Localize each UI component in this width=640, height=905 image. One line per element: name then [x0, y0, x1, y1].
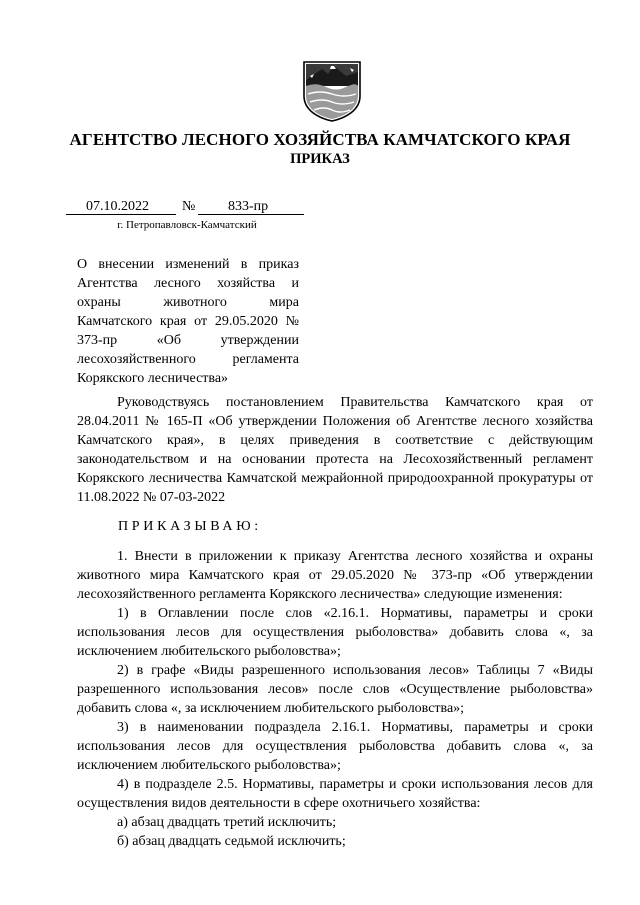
order-word: ПРИКАЗЫВАЮ: — [118, 519, 262, 534]
body-paragraph: 4) в подразделе 2.5. Нормативы, параметры и сроки использования лесов для осуществления видов деятельности в сфере охотничьего хозяйства: — [77, 777, 593, 811]
order-body — [77, 547, 593, 851]
preamble: Руководствуясь постановлением Правительства Камчатского края от 28.04.2011 № 165-П «Об утверждении Положения об Агентстве лесного хозяйства Камчатского края», в целях приведения в соответствие с действующим законодательством и на основании протеста на Лесохозяйственный регламент Корякского лесничества Камчатской межрайонной природоохранной прокуратуры от 11.08.2022 № 07-03-2022 — [77, 395, 593, 505]
body-paragraph: а) абзац двадцать третий исключить; — [117, 815, 337, 830]
document-type: ПРИКАЗ — [290, 151, 350, 167]
body-paragraph: 1. Внести в приложении к приказу Агентства лесного хозяйства и охраны животного мира Камчатского края от 29.05.2020 № 373-пр «Об утверждении лесохозяйственного регламента Корякского лесничества» следующие изменения: — [77, 549, 593, 602]
order-date: 07.10.2022 — [86, 199, 149, 214]
body-paragraph: 3) в наименовании подраздела 2.16.1. Нормативы, параметры и сроки использования лесов для осуществления рыболовства добавить слова «, за исключением любительского рыболовства»; — [77, 720, 593, 773]
agency-title: АГЕНТСТВО ЛЕСНОГО ХОЗЯЙСТВА КАМЧАТСКОГО КРАЯ — [69, 130, 571, 149]
kamchatka-emblem-icon — [300, 60, 364, 122]
order-number: 833-пр — [228, 199, 269, 214]
body-paragraph: б) абзац двадцать седьмой исключить; — [117, 834, 346, 849]
number-sign: № — [182, 199, 196, 214]
body-paragraph: 2) в графе «Виды разрешенного использования лесов» Таблицы 7 «Виды разрешенного использования лесов» после слов «Осуществление рыболовства» добавить слова «, за исключением любительского рыболовства»; — [77, 663, 593, 716]
order-subject: О внесении изменений в приказ Агентства лесного хозяйства и охраны животного мира Камчатского края от 29.05.2020 № 373-пр «Об утверждении лесохозяйственного регламента Корякского лесничества» — [77, 257, 299, 386]
place-of-issue: г. Петропавловск-Камчатский — [117, 219, 257, 231]
body-paragraph: 1) в Оглавлении после слов «2.16.1. Нормативы, параметры и сроки использования лесов для осуществления рыболовства» добавить слова «, за исключением любительского рыболовства»; — [77, 606, 593, 659]
